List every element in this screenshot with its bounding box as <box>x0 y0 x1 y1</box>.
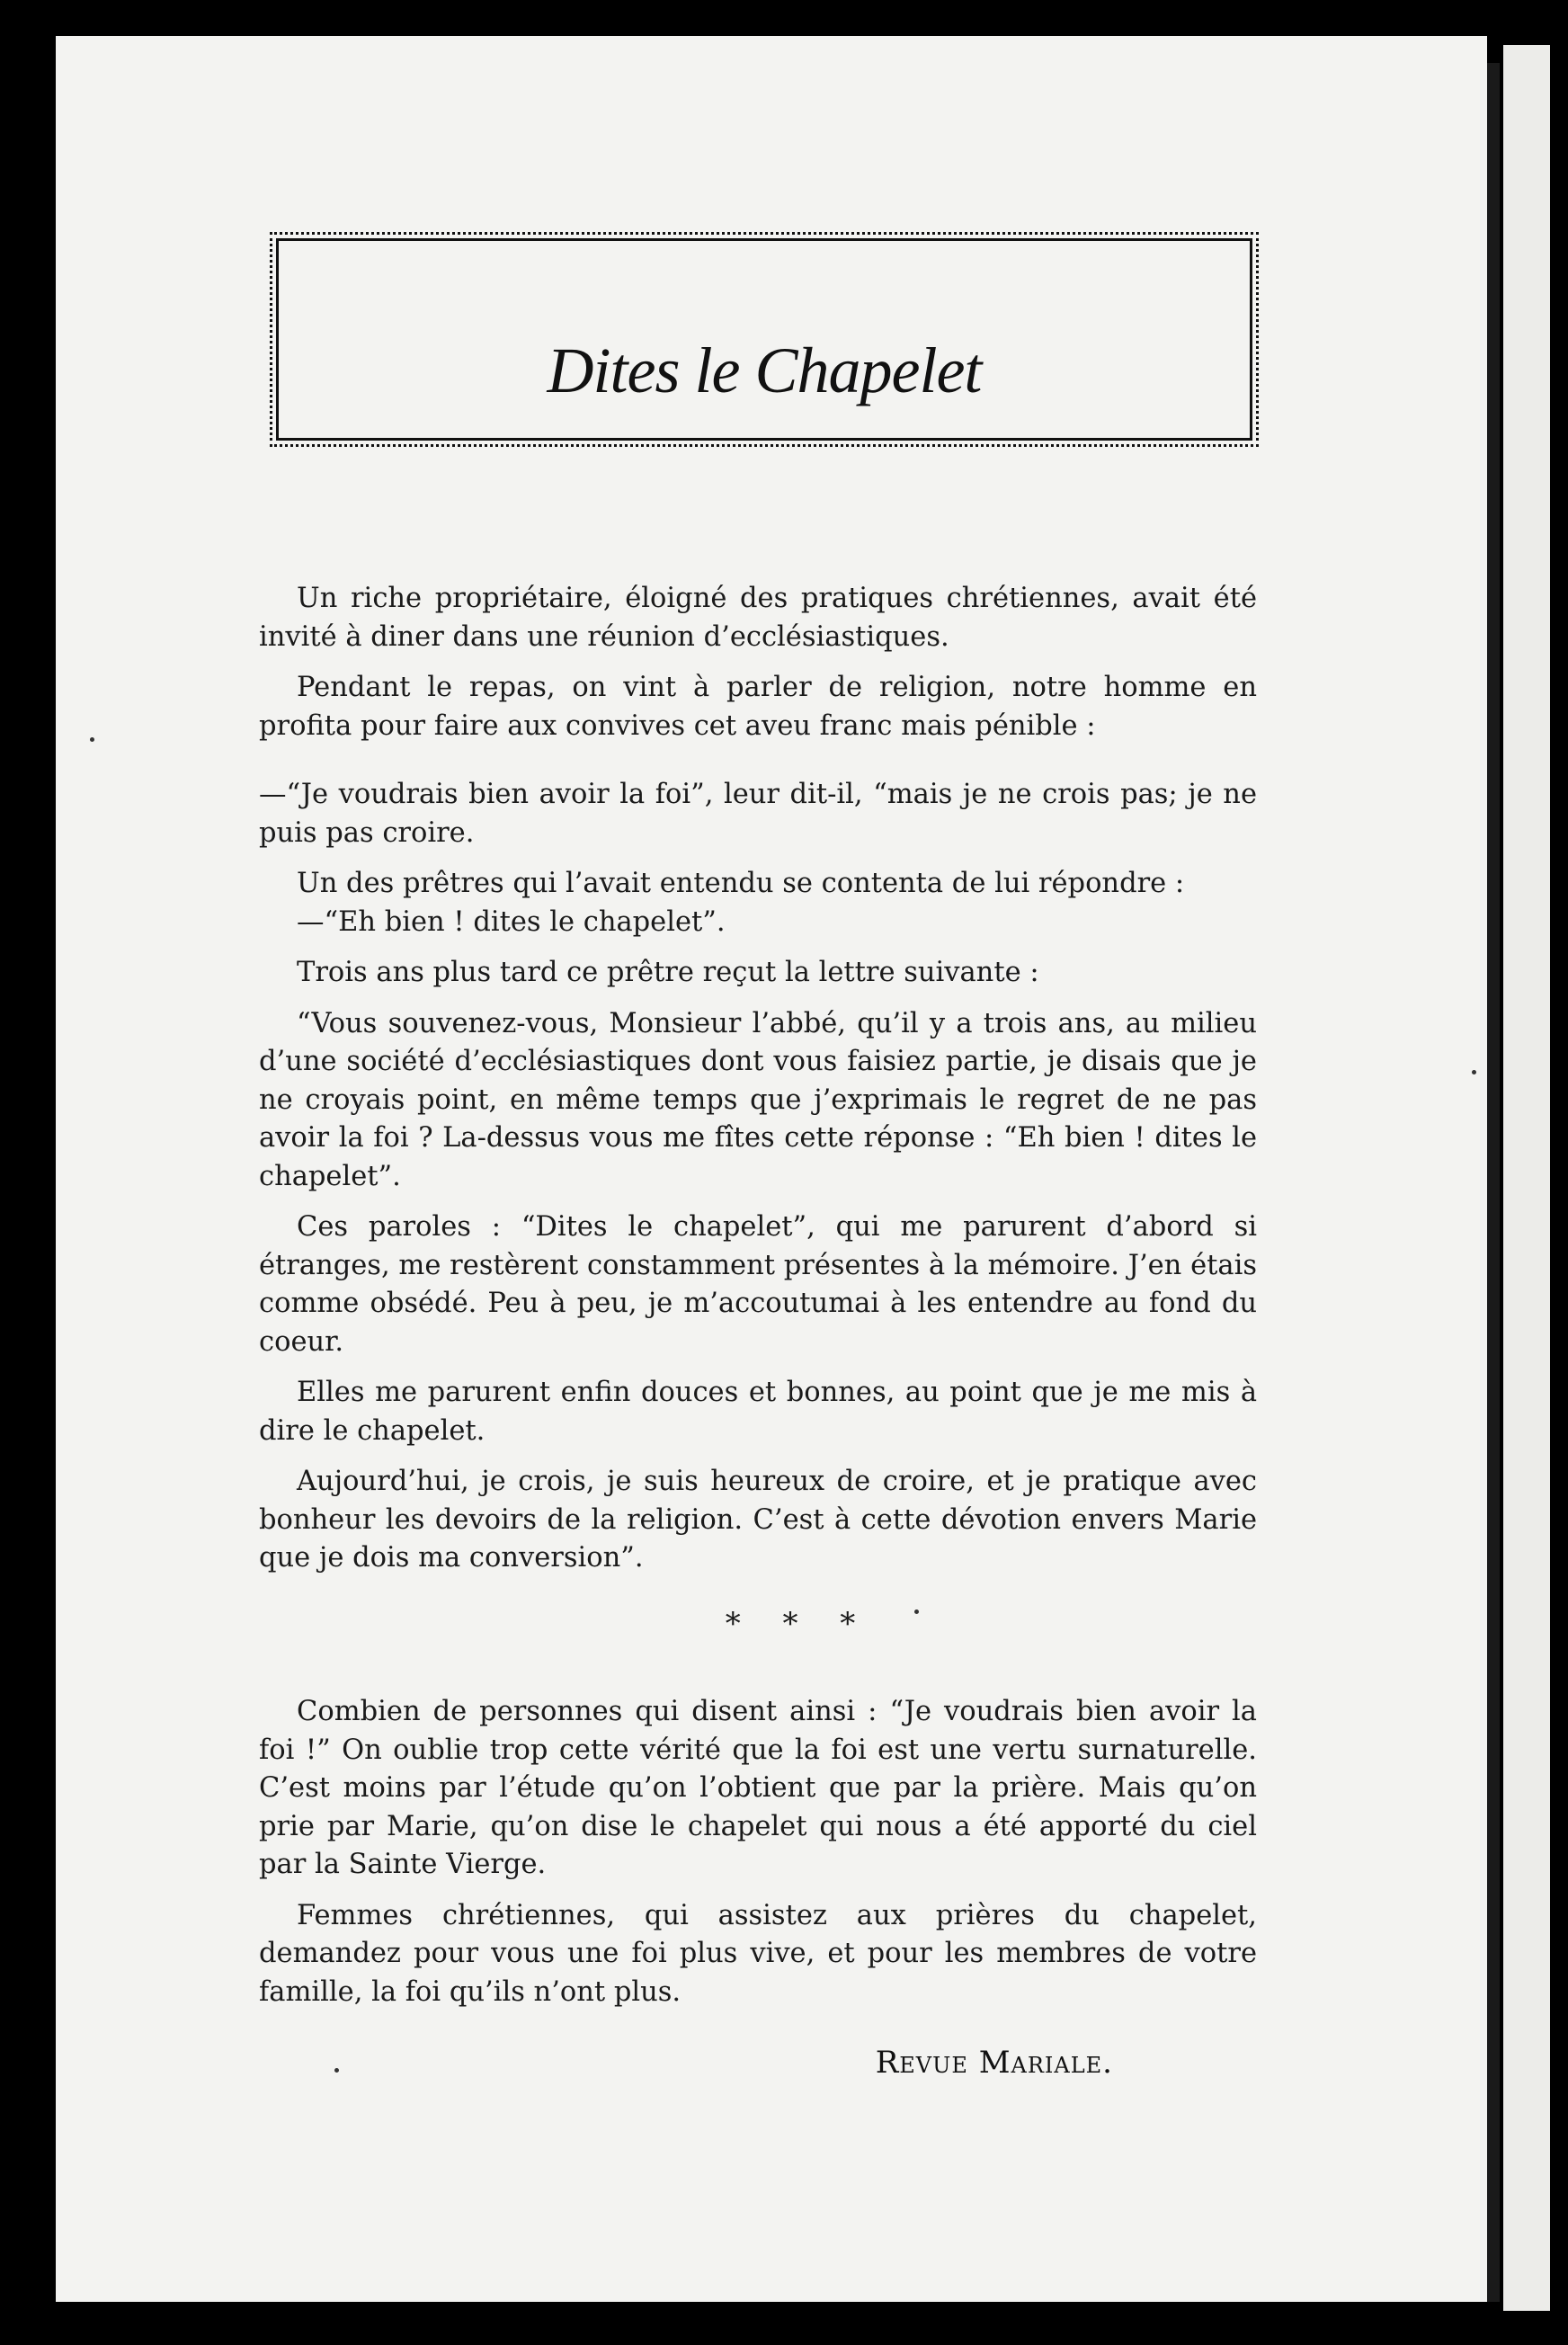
section-separator: * * * <box>725 1605 872 1642</box>
paragraph: —“Je voudrais bien avoir la foi”, leur dit-il, “mais je ne crois pas; je ne puis pas croire. <box>259 779 1257 849</box>
paragraph: Pendant le repas, on vint à parler de religion, notre homme en profita pour faire aux convives cet aveu franc mais pénible : <box>259 672 1257 742</box>
signature: Revue Mariale. <box>875 2045 1113 2081</box>
paragraph: Femmes chrétiennes, qui assistez aux prières du chapelet, demandez pour vous une foi plus vive, et pour les membres de votre famille, la foi qu’ils n’ont plus. <box>259 1899 1257 2008</box>
article-body <box>259 580 1257 2082</box>
paragraph: Ces paroles : “Dites le chapelet”, qui me parurent d’abord si étranges, me restèrent constamment présentes à la mémoire. J’en étais comme obsédé. Peu à peu, je m’accoutumai à les entendre au fond du coeur. <box>259 1211 1257 1358</box>
next-page-edge <box>1503 45 1550 2311</box>
paragraph: Elles me parurent enfin douces et bonnes, au point que je me mis à dire le chapelet. <box>259 1377 1257 1447</box>
paragraph: Un des prêtres qui l’avait entendu se contenta de lui répondre : <box>297 868 1185 899</box>
paragraph: Combien de personnes qui disent ainsi : “Je voudrais bien avoir la foi !” On oublie trop cette vérité que la foi est une vertu surnaturelle. C’est moins par l’étude qu’on l’obtient que par la prière. Mais qu’on prie par Marie, qu’on dise le chapelet qui nous a été apporté du ciel par la Sainte Vierge. <box>259 1696 1257 1880</box>
article-title: Dites le Chapelet <box>547 334 982 406</box>
document-page <box>56 36 1487 2302</box>
title-frame <box>276 238 1252 441</box>
paragraph: Trois ans plus tard ce prêtre reçut la lettre suivante : <box>297 957 1039 988</box>
paragraph: —“Eh bien ! dites le chapelet”. <box>297 905 726 938</box>
scan-speck <box>90 737 94 742</box>
paragraph: Aujourd’hui, je crois, je suis heureux de croire, et je pratique avec bonheur les devoirs de la religion. C’est à cette dévotion envers Marie que je dois ma conversion”. <box>259 1466 1257 1574</box>
paragraph: “Vous souvenez-vous, Monsieur l’abbé, qu’il y a trois ans, au milieu d’une société d’ecclésiastiques dont vous faisiez partie, je disais que je ne croyais point, en même temps que j’exprimais le regret de ne pas avoir la foi ? La-dessus vous me fîtes cette réponse : “Eh bien ! dites le chapelet”. <box>259 1007 1257 1192</box>
page-gutter-shadow <box>1487 63 1500 2302</box>
paragraph: Un riche propriétaire, éloigné des pratiques chrétiennes, avait été invité à diner dans une réunion d’ecclésiastiques. <box>259 583 1257 653</box>
scan-speck <box>1472 1070 1476 1074</box>
